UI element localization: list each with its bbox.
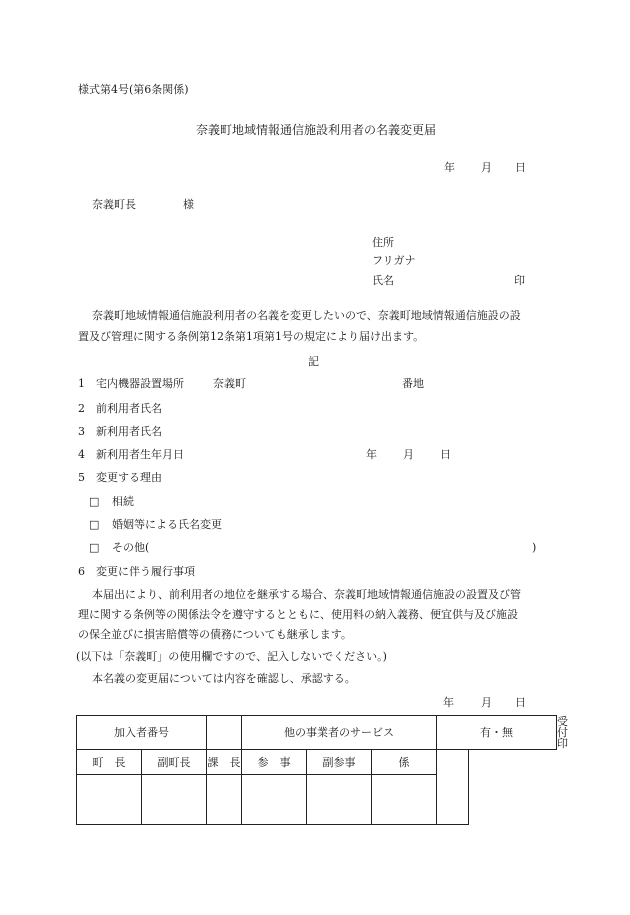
item6-label: 変更に伴う履行事項	[96, 565, 195, 578]
seal-box-section-chief[interactable]	[207, 775, 242, 825]
reason-inheritance-label: 相続	[112, 495, 134, 508]
approval-month-label: 月	[481, 696, 492, 709]
approval-year-label: 年	[443, 696, 454, 709]
role-deputy-mayor: 副町長	[142, 750, 207, 775]
applicant-address-label: 住所	[372, 236, 394, 249]
office-use-table: 加入者番号 他の事業者のサービス 有・無 受付印 町 長 副町長 課 長 参 事 副参事 係	[76, 715, 557, 825]
reason-other-checkbox[interactable]: □	[89, 541, 100, 554]
item4-label: 新利用者生年月日	[96, 448, 184, 461]
intro-text-line1: 奈義町地域情報通信施設利用者の名義を変更したいので、奈義町地域情報通信施設の設	[92, 309, 521, 322]
item5-label: 変更する理由	[96, 471, 162, 484]
date-day-label: 日	[515, 161, 526, 174]
item4-year: 年	[366, 448, 377, 461]
item1-town: 奈義町	[213, 377, 246, 390]
document-title: 奈義町地域情報通信施設利用者の名義変更届	[196, 123, 437, 137]
role-staff: 係	[372, 750, 437, 775]
reason-marriage-checkbox[interactable]: □	[89, 518, 100, 531]
item3-number: 3	[78, 425, 85, 438]
approval-text: 本名義の変更届については内容を確認し、承認する。	[92, 672, 356, 685]
ki-heading: 記	[308, 355, 319, 368]
item4-day: 日	[440, 448, 451, 461]
item1-banchi: 番地	[402, 377, 424, 390]
reason-other-close-paren: )	[532, 541, 537, 554]
role-mayor: 町 長	[77, 750, 142, 775]
date-month-label: 月	[481, 161, 492, 174]
other-service-label: 他の事業者のサービス	[242, 716, 437, 750]
office-use-note: (以下は「奈義町」の使用欄ですので、記入しないでください。)	[76, 650, 387, 663]
received-seal-box[interactable]	[437, 750, 469, 825]
item1-number: 1	[78, 377, 85, 390]
item2-label: 前利用者氏名	[96, 402, 162, 415]
subscriber-number-value[interactable]	[207, 716, 242, 750]
obligations-text-line3: の保全並びに損害賠償等の債務についても継承します。	[78, 628, 352, 641]
approval-day-label: 日	[515, 696, 526, 709]
obligations-text-line2: 理に関する条例等の関係法令を遵守するとともに、使用料の納入義務、便宜供与及び施設	[78, 608, 518, 621]
seal-box-deputy-councilor[interactable]	[307, 775, 372, 825]
item6-number: 6	[78, 565, 85, 578]
role-councilor: 参 事	[242, 750, 307, 775]
intro-text-line2: 置及び管理に関する条例第12条第1項第1号の規定により届け出ます。	[78, 330, 425, 343]
obligations-text-line1: 本届出により、前利用者の地位を継承する場合、奈義町地域情報通信施設の設置及び管	[92, 588, 521, 601]
applicant-seal-label: 印	[514, 274, 525, 287]
item2-number: 2	[78, 402, 85, 415]
applicant-furigana-label: フリガナ	[372, 254, 416, 267]
seal-box-staff[interactable]	[372, 775, 437, 825]
seal-box-councilor[interactable]	[242, 775, 307, 825]
yes-no-option[interactable]: 有・無	[437, 716, 557, 750]
reason-marriage-label: 婚姻等による氏名変更	[112, 518, 222, 531]
addressee-honorific: 様	[183, 198, 194, 211]
seal-box-mayor[interactable]	[77, 775, 142, 825]
item3-label: 新利用者氏名	[96, 425, 162, 438]
reason-inheritance-checkbox[interactable]: □	[89, 495, 100, 508]
seal-box-deputy-mayor[interactable]	[142, 775, 207, 825]
subscriber-number-label: 加入者番号	[77, 716, 207, 750]
item5-number: 5	[78, 471, 85, 484]
role-section-chief: 課 長	[207, 750, 242, 775]
role-deputy-councilor: 副参事	[307, 750, 372, 775]
form-number: 様式第4号(第6条関係)	[78, 83, 189, 96]
addressee-name: 奈義町長	[92, 198, 136, 211]
item4-month: 月	[403, 448, 414, 461]
item1-label: 宅内機器設置場所	[96, 377, 184, 390]
reason-other-label: その他(	[112, 541, 150, 554]
applicant-name-label: 氏名	[372, 274, 394, 287]
date-year-label: 年	[444, 161, 455, 174]
item4-number: 4	[78, 448, 85, 461]
